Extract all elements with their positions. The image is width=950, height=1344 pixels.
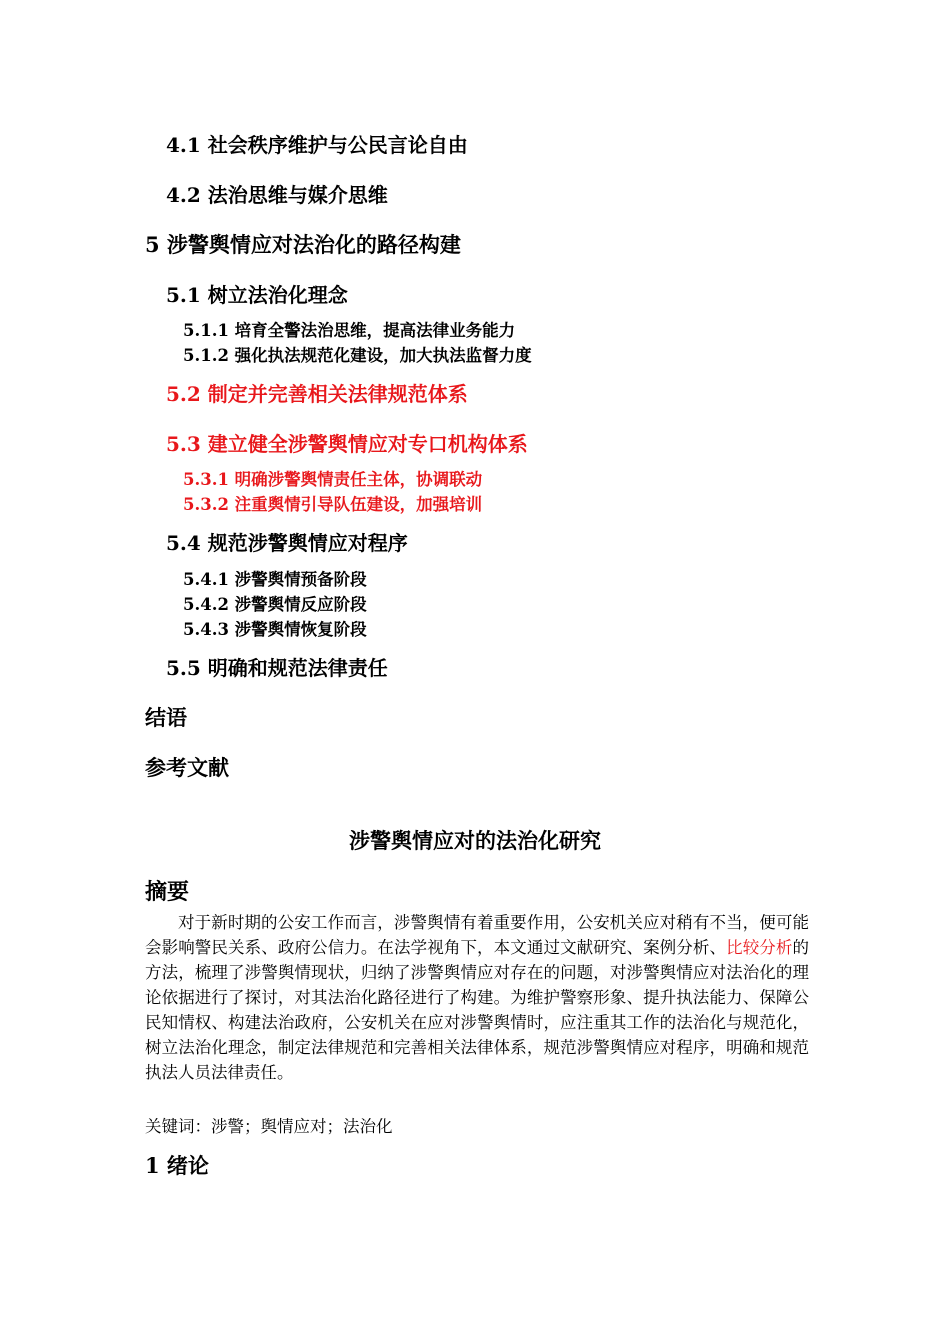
toc-entry-5-3: 5.3 建立健全涉警舆情应对专口机构体系 (166, 432, 528, 456)
toc-entry-5-2: 5.2 制定并完善相关法律规范体系 (166, 382, 468, 406)
abstract-body (145, 910, 809, 1085)
toc-entry-5: 5 涉警舆情应对法治化的路径构建 (145, 232, 461, 257)
section-1-heading: 1 绪论 (145, 1153, 209, 1178)
abstract-heading: 摘要 (145, 879, 190, 905)
toc-entry-5-1-2: 5.1.2 强化执法规范化建设，加大执法监督力度 (183, 346, 532, 365)
toc-entry-conclusion: 结语 (145, 705, 187, 730)
toc-entry-5-3-2: 5.3.2 注重舆情引导队伍建设，加强培训 (183, 495, 483, 514)
toc-entry-5-1: 5.1 树立法治化理念 (166, 283, 348, 307)
toc-entry-5-5: 5.5 明确和规范法律责任 (166, 656, 388, 680)
toc-entry-5-4-3: 5.4.3 涉警舆情恢复阶段 (183, 620, 367, 639)
abstract-paragraph (145, 910, 809, 1085)
toc-entry-5-4: 5.4 规范涉警舆情应对程序 (166, 531, 408, 555)
abstract-highlight: 比较分析 (726, 938, 793, 957)
abstract-text-part1: 对于新时期的公安工作而言，涉警舆情有着重要作用，公安机关应对稍有不当，便可能会影响警民关系、政府公信力。在法学视角下，本文通过文献研究、案例分析、 (145, 913, 809, 957)
toc-entry-4-1: 4.1 社会秩序维护与公民言论自由 (166, 133, 468, 157)
abstract-text-part2: 的方法，梳理了涉警舆情现状，归纳了涉警舆情应对存在的问题，对涉警舆情应对法治化的理论依据进行了探讨，对其法治化路径进行了构建。为维护警察形象、提升执法能力、保障公民知情权、构建法治政府，公安机关在应对涉警舆情时，应注重其工作的法治化与规范化，树立法治化理念，制定法律规范和完善相关法律体系，规范涉警舆情应对程序，明确和规范执法人员法律责任。 (145, 938, 810, 1082)
toc-entry-4-2: 4.2 法治思维与媒介思维 (166, 183, 388, 207)
toc-entry-5-3-1: 5.3.1 明确涉警舆情责任主体，协调联动 (183, 470, 483, 489)
toc-entry-5-4-1: 5.4.1 涉警舆情预备阶段 (183, 570, 367, 589)
keywords: 关键词：涉警；舆情应对；法治化 (145, 1117, 393, 1136)
toc-entry-references: 参考文献 (145, 755, 229, 780)
toc-entry-5-1-1: 5.1.1 培育全警法治思维，提高法律业务能力 (183, 321, 516, 340)
toc-entry-5-4-2: 5.4.2 涉警舆情反应阶段 (183, 595, 367, 614)
paper-title: 涉警舆情应对的法治化研究 (349, 828, 601, 853)
